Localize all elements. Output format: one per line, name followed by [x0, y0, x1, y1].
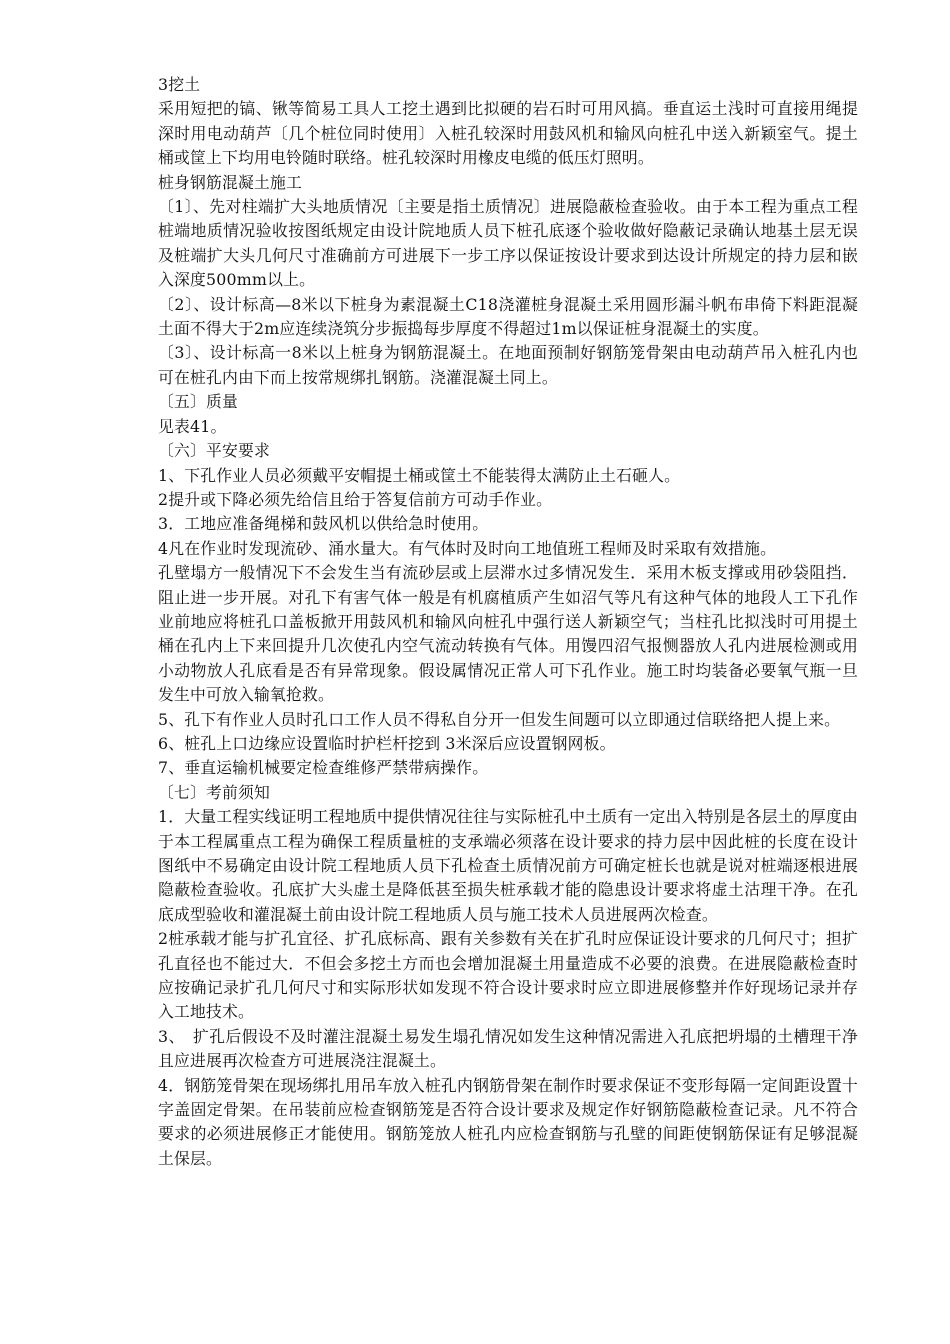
paragraph-see-table: 见表41。: [158, 416, 227, 436]
paragraph-collapse-gas: 孔壁塌方一般情况下不会发生当有流砂层或上层滞水过多情况发生．采用木板支撑或用砂袋阻挡．阻止进一步开展。对孔下有害气体一般是有机腐植质产生如沼气等凡有这种气体的地段人工下孔作业前地应将桩孔口盖板掀开用鼓风机和输风向桩孔中强行送人新颖空气；当柱孔比拟浅时可用提土桶在孔内上下来回提升几次使孔内空气流动转换有气体。用馒四沼气报恻器放人孔内进展检测或用小动物放人孔底看是否有异常现象。假设属情况正常人可下孔作业。施工时均装备必要氧气瓶一旦发生中可放入输氧抢救。: [158, 563, 858, 705]
safety-item-2: 2提升或下降必须先给信且给于答复信前方可动手作业。: [158, 489, 553, 509]
notes-item-2: 2桩承载才能与扩孔宜径、扩孔底标高、跟有关参数有关在扩孔时应保证设计要求的几何尺寸；担扩孔直径也不能过大．不但会多挖土方而也会增加混凝土用量造成不必要的浪费。在进展隐蔽检查时应按确记录扩孔几何尺寸和实际形状如发现不符合设计要求时应立即进展修整并作好现场记录并存入工地技术。: [158, 929, 858, 1022]
heading-safety: 〔六〕平安要求: [158, 441, 270, 461]
paragraph-item-3: 〔3〕、设计标高一8米以上桩身为钢筋混凝土。在地面预制好钢筋笼骨架由电动葫芦吊入桩孔内也可在桩孔内由下而上按常规绑扎钢筋。浇灌混凝土同上。: [158, 343, 858, 387]
paragraph-item-2: 〔2〕、设计标高—8米以下桩身为素混凝土C18浇灌桩身混凝土采用圆形漏斗帆布串倚下料距混凝土面不得大于2m应连续浇筑分步振捣每步厚度不得超过1m以保证桩身混凝土的实度。: [158, 294, 858, 339]
paragraph-excavation-method: 采用短把的镐、锹等简易工具人工挖土遇到比拟硬的岩石时可用风搞。垂直运土浅时可直接用绳提深时用电动葫芦〔几个桩位同时使用〕入桩孔较深时用鼓风机和输风向桩孔中送入新颖室气。提土桶或筐上下均用电铃随时联络。桩孔较深时用橡皮电缆的低压灯照明。: [158, 99, 858, 168]
notes-item-3: 3、 扩孔后假设不及时灌注混凝土易发生塌孔情况如发生这种情况需进入孔底把坍塌的土槽理干净且应进展再次检查方可进展浇注混凝土。: [158, 1026, 858, 1071]
safety-item-1: 1、下孔作业人员必须戴平安帽提土桶或筐土不能装得太满防止土石砸人。: [158, 465, 681, 485]
safety-item-6: 6、桩孔上口边缘应设置临时护栏杆挖到 3米深后应设置钢网板。: [158, 733, 616, 753]
safety-item-5: 5、孔下有作业人员时孔口工作人员不得私自分开一但发生间题可以立即通过信联络把人提上来。: [158, 709, 841, 729]
document-page: [158, 73, 858, 1171]
heading-notes: 〔七〕考前须知: [158, 782, 270, 802]
safety-item-3: 3．工地应准备绳梯和鼓风机以供给急时使用。: [158, 514, 489, 534]
heading-excavation: 3挖土: [158, 75, 201, 94]
heading-quality: 〔五〕质量: [158, 392, 238, 412]
notes-item-1: 1．大量工程实线证明工程地质中提供情况往往与实际桩孔中土质有一定出入特别是各层土的厚度由于本工程属重点工程为确保工程质量桩的支承端必须落在设计要求的持力层中因此桩的长度在设计图纸中不易确定由设计院工程地质人员下孔检查土质情况前方可确定桩长也就是说对桩端逐根进展隐蔽检查验收。孔底扩大头虚土是降低甚至损失桩承载才能的隐患设计要求将虚土沽理干净。在孔底成型验收和灌混凝土前由设计院工程地质人员与施工技术人员进展两次检查。: [158, 807, 858, 924]
heading-pile-concrete: 桩身钢筋混凝土施工: [158, 172, 302, 192]
safety-item-4: 4凡在作业时发现流砂、涌水量大。有气体时及时向工地值班工程师及时采取有效措施。: [158, 538, 777, 558]
paragraph-item-1: 〔1〕、先对柱端扩大头地质情况〔主要是指土质情况〕进展隐蔽检查验收。由于本工程为重点工程桩端地质情况验收按图纸规定由设计院地质人员下桩孔底逐个验收做好隐蔽记录确认地基土层无误及桩端扩大头几何尺寸准确前方可进展下一步工序以保证按设计要求到达设计所规定的持力层和嵌入深度500mm以上。: [158, 197, 858, 290]
safety-item-7: 7、垂直运输机械要定检查维修严禁带病操作。: [158, 758, 489, 778]
notes-item-4: 4．钢筋笼骨架在现场绑扎用吊车放入桩孔内钢筋骨架在制作时要求保证不变形每隔一定间距设置十字盖固定骨架。在吊装前应检查钢筋笼是否符合设计要求及规定作好钢筋隐蔽检查记录。凡不符合要求的必须进展修正才能使用。钢筋笼放人桩孔内应检查钢筋与孔壁的间距使钢筋保证有足够混凝土保层。: [158, 1075, 858, 1168]
